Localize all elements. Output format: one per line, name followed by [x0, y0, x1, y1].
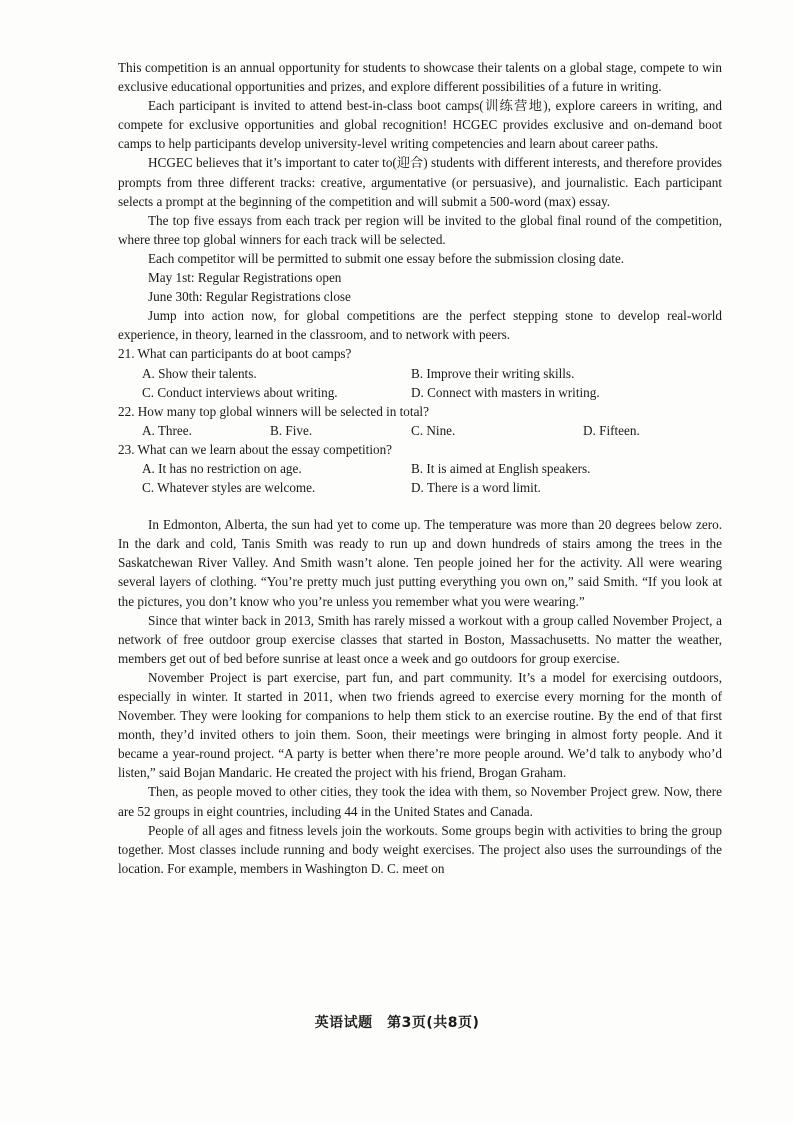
question-options	[118, 364, 722, 402]
section-spacer	[118, 497, 722, 515]
question-options	[118, 421, 722, 440]
question-23	[118, 440, 722, 497]
option-c: C. Conduct interviews about writing.	[142, 384, 338, 400]
passage-a-paragraph-5: Each competitor will be permitted to submit one essay before the submission closing date.	[148, 250, 625, 266]
option-a: A. It has no restriction on age.	[142, 460, 302, 476]
passage-b-paragraph-1: In Edmonton, Alberta, the sun had yet to come up. The temperature was more than 20 degrees below zero. In the dark and cold, Tanis Smith was ready to run up and down hundreds of stairs among the trees in the Saskatchewan River Valley. And Smith wasn’t alone. Ten people joined her for the activity. All were wearing several layers of clothing. “You’re pretty much just putting everything you own on,” said Smith. “If you look at the pictures, you don’t know who you’re unless you remember what you were wearing.”	[118, 517, 722, 609]
passage-b-paragraph-5: People of all ages and fitness levels join the workouts. Some groups begin with activities to bring the group together. Most classes include running and body weight exercises. The project also uses the surroundings of the location. For example, members in Washington D. C. meet on	[118, 822, 722, 876]
option-c: C. Whatever styles are welcome.	[142, 480, 316, 496]
question-options	[118, 459, 722, 497]
passage-b-paragraph-2: Since that winter back in 2013, Smith has rarely missed a workout with a group called November Project, a network of free outdoor group exercise classes that started in Boston, Massachusetts. No matter the weather, members get out of bed before sunrise at least once a week and go outdoors for group exercise.	[118, 612, 722, 666]
option-b: B. Five.	[270, 422, 313, 438]
option-b: B. It is aimed at English speakers.	[411, 460, 591, 476]
page-footer: 英语试题 第3页(共8页)	[314, 1015, 480, 1031]
passage-b-paragraph-3: November Project is part exercise, part fun, and part community. It’s a model for exercising outdoors, especially in winter. It started in 2011, when two friends agreed to exercise every morning for the month of November. They were looking for companions to help them stick to an exercise routine. By the end of that first month, they’d invited others to join them. Soon, their meetings were bringing in almost forty people. And it became a year-round project. “A party is better when there’re more people around. We’d talk to anybody who’d listen,” said Bojan Mandaric. He created the project with his friend, Brogan Graham.	[118, 669, 722, 781]
passage-a-paragraph-8: Jump into action now, for global competitions are the perfect stepping stone to develop real-world experience, in theory, learned in the classroom, and to network with peers.	[118, 308, 722, 343]
passage-a-paragraph-4: The top five essays from each track per region will be invited to the global final round of the competition, where three top global winners for each track will be selected.	[118, 212, 722, 247]
registration-open-date: May 1st: Regular Registrations open	[148, 270, 342, 286]
question-21	[118, 344, 722, 401]
passage-a-paragraph-3: HCGEC believes that it’s important to cater to(迎合) students with different interests, and therefore provides prompts from three different tracks: creative, argumentative (or persuasive), and journalistic. Each participant selects a prompt at the beginning of the competition and will submit a 500-word (max) essay.	[118, 155, 722, 209]
option-b: B. Improve their writing skills.	[411, 365, 575, 381]
registration-close-date: June 30th: Regular Registrations close	[148, 289, 351, 305]
question-block	[118, 344, 722, 497]
option-d: D. Connect with masters in writing.	[411, 384, 600, 400]
passage-b	[118, 515, 722, 878]
passage-a	[118, 58, 722, 344]
option-d: D. Fifteen.	[583, 422, 640, 438]
option-c: C. Nine.	[411, 422, 456, 438]
question-stem: 22. How many top global winners will be selected in total?	[118, 403, 429, 419]
passage-a-paragraph-2: Each participant is invited to attend best-in-class boot camps(训练营地), explore careers in writing, and compete for exclusive opportunities and global recognition! HCGEC provides exclusive and on-demand boot camps to help participants develop university-level writing competencies and learn about career paths.	[118, 98, 722, 152]
question-stem: 21. What can participants do at boot camps?	[118, 346, 352, 362]
page-content	[118, 58, 722, 878]
passage-b-paragraph-4: Then, as people moved to other cities, they took the idea with them, so November Project grew. Now, there are 52 groups in eight countries, including 44 in the United States and Canada.	[118, 784, 722, 819]
option-a: A. Show their talents.	[142, 365, 257, 381]
question-22	[118, 402, 722, 440]
passage-a-paragraph-1: This competition is an annual opportunity for students to showcase their talents on a global stage, compete to win exclusive educational opportunities and prizes, and explore different possibilities of a future in writing.	[118, 60, 722, 95]
option-a: A. Three.	[142, 422, 192, 438]
option-d: D. There is a word limit.	[411, 480, 541, 496]
question-stem: 23. What can we learn about the essay competition?	[118, 441, 393, 457]
